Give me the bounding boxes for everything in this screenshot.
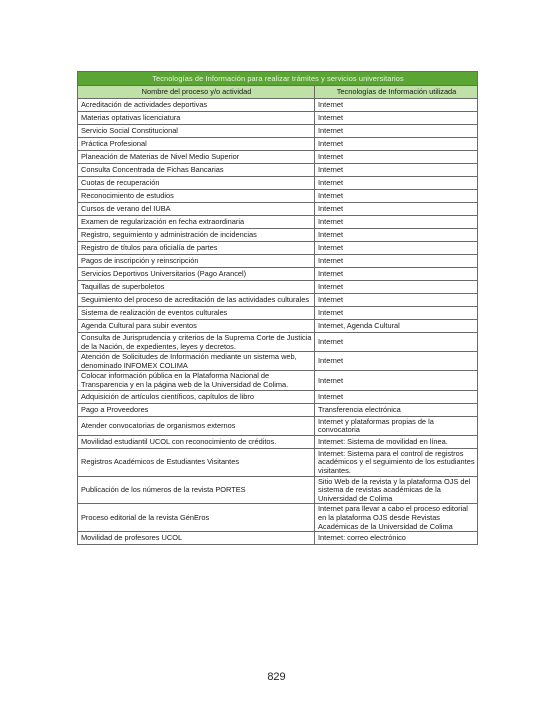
technology-cell: Internet: Sistema para el control de registros académicos y el seguimiento de los estudiantes visitantes. (315, 448, 478, 476)
technology-cell: Sitio Web de la revista y la plataforma OJS del sistema de revistas académicas de la Universidad de Colima (315, 476, 478, 504)
table-row (78, 281, 478, 294)
table-row (78, 255, 478, 268)
technology-cell: Internet (315, 125, 478, 138)
technology-cell: Transferencia electrónica (315, 403, 478, 416)
table-row (78, 112, 478, 125)
technology-cell: Internet (315, 190, 478, 203)
process-name-cell: Registro, seguimiento y administración de incidencias (78, 229, 315, 242)
process-name-cell: Publicación de los números de la revista PORTES (78, 476, 315, 504)
table-row (78, 151, 478, 164)
technology-cell: Internet (315, 307, 478, 320)
table-row (78, 242, 478, 255)
technology-cell: Internet (315, 164, 478, 177)
technology-cell: Internet (315, 216, 478, 229)
process-name-cell: Acreditación de actividades deportivas (78, 99, 315, 112)
technology-cell: Internet (315, 151, 478, 164)
table-body (78, 72, 478, 545)
table-row (78, 190, 478, 203)
table-row (78, 371, 478, 390)
technology-cell: Internet (315, 281, 478, 294)
table-row (78, 352, 478, 371)
technology-cell: Internet (315, 112, 478, 125)
table-row (78, 203, 478, 216)
process-name-cell: Servicio Social Constitucional (78, 125, 315, 138)
table-row (78, 177, 478, 190)
process-name-cell: Proceso editorial de la revista GénEros (78, 504, 315, 532)
process-name-cell: Adquisición de artículos científicos, capítulos de libro (78, 390, 315, 403)
process-name-cell: Planeación de Materias de Nivel Medio Superior (78, 151, 315, 164)
technology-cell: Internet (315, 371, 478, 390)
page-number: 829 (267, 671, 286, 683)
technology-cell: Internet (315, 99, 478, 112)
process-name-cell: Seguimiento del proceso de acreditación de las actividades culturales (78, 294, 315, 307)
table-row (78, 307, 478, 320)
technology-cell: Internet (315, 138, 478, 151)
table-row (78, 403, 478, 416)
technology-cell: Internet (315, 203, 478, 216)
process-name-cell: Cursos de verano del IUBA (78, 203, 315, 216)
table-row (78, 268, 478, 281)
table-header-row (78, 86, 478, 99)
table-row (78, 532, 478, 545)
process-name-cell: Atender convocatorias de organismos externos (78, 416, 315, 435)
process-name-cell: Sistema de realización de eventos culturales (78, 307, 315, 320)
process-name-cell: Consulta de Jurisprudencia y criterios de la Suprema Corte de Justicia de la Nación, de expedientes, leyes y decretos. (78, 333, 315, 352)
table-row (78, 504, 478, 532)
table-row (78, 333, 478, 352)
process-name-cell: Taquillas de superboletos (78, 281, 315, 294)
process-name-cell: Práctica Profesional (78, 138, 315, 151)
table-row (78, 229, 478, 242)
table-row (78, 99, 478, 112)
process-name-cell: Consulta Concentrada de Fichas Bancarias (78, 164, 315, 177)
table-row (78, 138, 478, 151)
technology-cell: Internet (315, 177, 478, 190)
table-row (78, 390, 478, 403)
technology-cell: Internet: correo electrónico (315, 532, 478, 545)
process-name-cell: Movilidad estudiantil UCOL con reconocimiento de créditos. (78, 435, 315, 448)
table-row (78, 164, 478, 177)
technology-cell: Internet (315, 255, 478, 268)
table-row (78, 416, 478, 435)
technology-cell: Internet (315, 333, 478, 352)
technology-cell: Internet y plataformas propias de la convocatoria (315, 416, 478, 435)
table-row (78, 320, 478, 333)
column-header-technology: Tecnologías de Información utilizada (315, 86, 478, 99)
technology-cell: Internet (315, 242, 478, 255)
technology-cell: Internet (315, 294, 478, 307)
technology-cell: Internet para llevar a cabo el proceso editorial en la plataforma OJS desde Revistas Académicas de la Universidad de Colima (315, 504, 478, 532)
table-row (78, 435, 478, 448)
table-row (78, 476, 478, 504)
table-title: Tecnologías de Información para realizar trámites y servicios universitarios (78, 72, 478, 86)
technology-cell: Internet (315, 352, 478, 371)
table-title-row (78, 72, 478, 86)
technology-cell: Internet (315, 229, 478, 242)
table-row (78, 125, 478, 138)
technology-cell: Internet (315, 390, 478, 403)
process-name-cell: Movilidad de profesores UCOL (78, 532, 315, 545)
table-row (78, 216, 478, 229)
process-name-cell: Registros Académicos de Estudiantes Visitantes (78, 448, 315, 476)
process-name-cell: Pagos de inscripción y reinscripción (78, 255, 315, 268)
it-services-table (77, 71, 478, 545)
process-name-cell: Materias optativas licenciatura (78, 112, 315, 125)
technology-cell: Internet, Agenda Cultural (315, 320, 478, 333)
process-name-cell: Colocar información pública en la Plataforma Nacional de Transparencia y en la página web de la Universidad de Colima. (78, 371, 315, 390)
process-name-cell: Servicios Deportivos Universitarios (Pago Arancel) (78, 268, 315, 281)
table-row (78, 294, 478, 307)
technology-cell: Internet (315, 268, 478, 281)
process-name-cell: Agenda Cultural para subir eventos (78, 320, 315, 333)
process-name-cell: Reconocimiento de estudios (78, 190, 315, 203)
process-name-cell: Atención de Solicitudes de Información mediante un sistema web, denominado INFOMEX COLIMA (78, 352, 315, 371)
technology-cell: Internet: Sistema de movilidad en línea. (315, 435, 478, 448)
process-name-cell: Cuotas de recuperación (78, 177, 315, 190)
process-name-cell: Pago a Proveedores (78, 403, 315, 416)
table-row (78, 448, 478, 476)
process-name-cell: Registro de títulos para oficialía de partes (78, 242, 315, 255)
column-header-process: Nombre del proceso y/o actividad (78, 86, 315, 99)
process-name-cell: Examen de regularización en fecha extraordinaria (78, 216, 315, 229)
